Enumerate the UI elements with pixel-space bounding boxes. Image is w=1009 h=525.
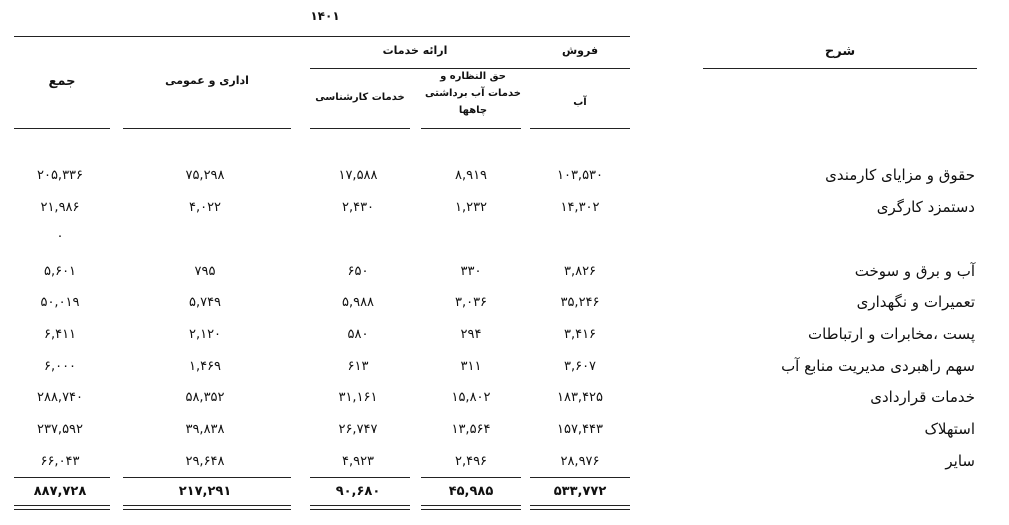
cell-expert: ۲۶,۷۴۷: [338, 422, 378, 437]
expert-services-header: خدمات کارشناسی: [315, 92, 405, 103]
total-water: ۵۳۳,۷۷۲: [553, 484, 607, 499]
cell-admin: ۵۸,۳۵۲: [185, 390, 225, 405]
sum-rule-total: [14, 477, 110, 478]
supervision-header: حق النظاره و خدمات آب برداشتی چاهها: [425, 71, 521, 116]
admin-header: اداری و عمومی: [165, 74, 249, 87]
col-rule-water: [530, 128, 630, 129]
row-label: دستمزد کارگری: [876, 198, 975, 216]
col-rule-expert: [310, 128, 410, 129]
row-label: سایر: [945, 452, 975, 470]
cell-water: ۱۰۳,۵۳۰: [556, 168, 604, 183]
cell-admin: ۲,۱۲۰: [188, 327, 222, 342]
double-rule-supervision: [421, 505, 521, 510]
sum-rule-water: [530, 477, 630, 478]
cell-water: ۱۸۳,۴۲۵: [556, 390, 604, 405]
cell-expert: ۳۱,۱۶۱: [338, 390, 378, 405]
row-label: حقوق و مزایای کارمندی: [825, 166, 975, 184]
cell-admin: ۳۹,۸۳۸: [185, 422, 225, 437]
cell-total: ۰: [56, 229, 64, 244]
total-admin: ۲۱۷,۲۹۱: [178, 484, 232, 499]
cell-admin: ۲۹,۶۴۸: [185, 454, 225, 469]
col-rule-admin: [123, 128, 291, 129]
cell-water: ۳,۴۱۶: [563, 327, 597, 342]
cell-expert: ۱۷,۵۸۸: [338, 168, 378, 183]
cell-expert: ۶۵۰: [347, 264, 369, 279]
cell-supervision: ۸,۹۱۹: [454, 168, 488, 183]
cell-total: ۲۰۵,۳۳۶: [36, 168, 84, 183]
cell-total: ۵۰,۰۱۹: [40, 295, 80, 310]
cell-water: ۳۵,۲۴۶: [560, 295, 600, 310]
col-rule-total: [14, 128, 110, 129]
cell-water: ۳,۶۰۷: [563, 359, 597, 374]
cell-admin: ۱,۴۶۹: [188, 359, 222, 374]
description-header-rule: [703, 68, 977, 69]
cell-total: ۶۶,۰۴۳: [40, 454, 80, 469]
cell-supervision: ۳۱۱: [460, 359, 482, 374]
sum-rule-expert: [310, 477, 410, 478]
sum-rule-admin: [123, 477, 291, 478]
cell-expert: ۴,۹۲۳: [341, 454, 375, 469]
services-header: ارائه خدمات: [382, 44, 448, 57]
cell-total: ۶,۰۰۰: [43, 359, 77, 374]
double-rule-expert: [310, 505, 410, 510]
cell-water: ۱۵۷,۴۴۳: [556, 422, 604, 437]
total-header: جمع: [48, 74, 76, 89]
double-rule-water: [530, 505, 630, 510]
total-grand: ۸۸۷,۷۲۸: [33, 484, 87, 499]
row-label: سهم راهبردی مدیریت منابع آب: [781, 357, 975, 375]
cell-supervision: ۱۵,۸۰۲: [451, 390, 491, 405]
cell-expert: ۵۸۰: [347, 327, 369, 342]
sum-rule-supervision: [421, 477, 521, 478]
total-supervision: ۴۵,۹۸۵: [448, 484, 494, 499]
total-expert: ۹۰,۶۸۰: [335, 484, 381, 499]
cell-water: ۱۴,۳۰۲: [560, 200, 600, 215]
water-header: آب: [573, 97, 587, 108]
cell-expert: ۶۱۳: [347, 359, 369, 374]
double-rule-total: [14, 505, 110, 510]
row-label: تعمیرات و نگهداری: [856, 293, 975, 311]
cell-supervision: ۱,۲۳۲: [454, 200, 488, 215]
row-label: آب و برق و سوخت: [854, 262, 975, 280]
cell-water: ۳,۸۲۶: [563, 264, 597, 279]
row-label: خدمات قراردادی: [870, 388, 975, 406]
cell-supervision: ۲۹۴: [460, 327, 482, 342]
description-header: شرح: [824, 44, 856, 59]
cell-supervision: ۳,۰۳۶: [454, 295, 488, 310]
cell-total: ۲۳۷,۵۹۲: [36, 422, 84, 437]
cell-admin: ۷۹۵: [194, 264, 216, 279]
cell-expert: ۲,۴۳۰: [341, 200, 375, 215]
cell-total: ۲۸۸,۷۴۰: [36, 390, 84, 405]
cell-admin: ۴,۰۲۲: [188, 200, 222, 215]
cell-supervision: ۲,۴۹۶: [454, 454, 488, 469]
cell-supervision: ۳۳۰: [460, 264, 482, 279]
double-rule-admin: [123, 505, 291, 510]
cell-admin: ۷۵,۲۹۸: [185, 168, 225, 183]
cell-expert: ۵,۹۸۸: [341, 295, 375, 310]
row-label: پست ،مخابرات و ارتباطات: [807, 325, 975, 343]
cell-admin: ۵,۷۴۹: [188, 295, 222, 310]
cell-total: ۶,۴۱۱: [43, 327, 77, 342]
cell-total: ۲۱,۹۸۶: [40, 200, 80, 215]
header-top-rule: [14, 36, 630, 37]
year-label: ۱۴۰۱: [310, 9, 340, 23]
col-rule-supervision: [421, 128, 521, 129]
cell-supervision: ۱۳,۵۶۴: [451, 422, 491, 437]
cell-total: ۵,۶۰۱: [43, 264, 77, 279]
cell-water: ۲۸,۹۷۶: [560, 454, 600, 469]
row-label: استهلاک: [924, 420, 975, 438]
sales-header: فروش: [561, 44, 599, 57]
